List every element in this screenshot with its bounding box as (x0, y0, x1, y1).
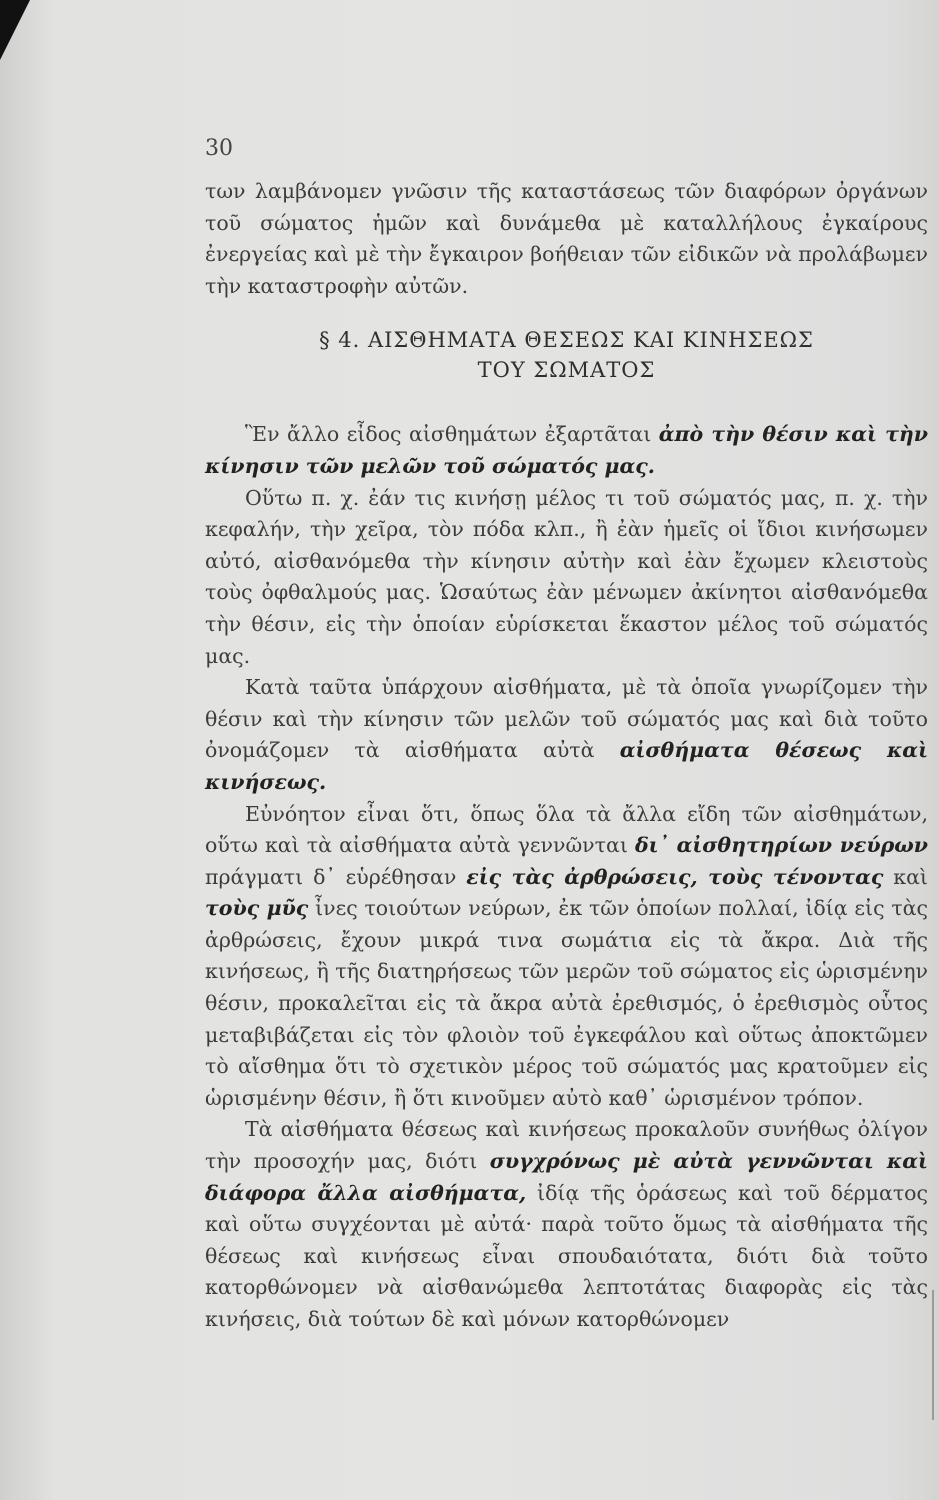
page-number: 30 (205, 136, 233, 161)
paragraph-5-emphasis: συγχρόνως μὲ αὐτὰ γεννῶνται καὶ διάφορα ἄλλα αἰσθήματα, (205, 1149, 928, 1205)
section-heading (205, 325, 928, 385)
paragraph-5-text-1: Τὰ αἰσθήματα θέσεως καὶ κινήσεως προκαλοῦν συνήθως ὀλίγον τὴν προσοχήν μας, διότι (205, 1117, 928, 1174)
page-edge-line (932, 1290, 934, 1420)
paragraph-1-text: Ἓν ἄλλο εἶδος αἰσθημάτων ἐξαρτᾶται (245, 422, 659, 447)
paragraph-2: Οὕτω π. χ. ἐάν τις κινήσῃ μέλος τι τοῦ σώματός μας, π. χ. τὴν κεφαλήν, τὴν χεῖρα, τὸν πόδα κλπ., ἢ ἐὰν ἡμεῖς οἱ ἴδιοι κινήσωμεν αὐτό, αἰσθανόμεθα τὴν κίνησιν αὐτὴν καὶ ἐὰν ἔχωμεν κλειστοὺς τοὺς ὀφθαλμούς μας. Ὡσαύτως ἐὰν μένωμεν ἀκίνητοι αἰσθανόμεθα τὴν θέσιν, εἰς τὴν ὁποίαν εὑρίσκεται ἕκαστον μέλος τοῦ σώματός μας. (205, 485, 928, 668)
paragraph-1 (205, 419, 928, 482)
paragraph-3-emphasis: αἰσθήματα θέσεως καὶ κινήσεως. (205, 738, 928, 794)
paragraph-1-emphasis: ἀπὸ τὴν θέσιν καὶ τὴν κίνησιν τῶν μελῶν τοῦ σώματός μας. (205, 422, 928, 478)
intro-paragraph: των λαμβάνομεν γνῶσιν τῆς καταστάσεως τῶν διαφόρων ὀργάνων τοῦ σώματος ἡμῶν καὶ δυνάμεθα μὲ καταλλήλους ἐγκαίρους ἐνεργείας καὶ μὲ τὴν ἔγκαιρον βοήθειαν τῶν εἰδικῶν νὰ προλάβωμεν τὴν καταστροφὴν αὐτῶν. (205, 179, 928, 298)
paragraph-4-text-4: ἶνες τοιούτων νεύρων, ἐκ τῶν ὁποίων πολλαί, ἰδίᾳ εἰς τὰς ἀρθρώσεις, ἔχουν μικρά τινα σωμάτια εἰς τὰ ἄκρα. Διὰ τῆς κινήσεως, ἢ τῆς διατηρήσεως τῶν μερῶν τοῦ σώματος εἰς ὡρισμένην θέσιν, προκαλεῖται εἰς τὰ ἄκρα αὐτὰ ἐρεθισμός, ὁ ἐρεθισμὸς οὗτος μεταβιβάζεται εἰς τὸν φλοιὸν τοῦ ἐγκεφάλου καὶ οὕτως ἀποκτῶμεν τὸ αἴσθημα ὅτι τὸ σχετικὸν μέρος τοῦ σώματός μας κρατοῦμεν εἰς ὡρισμένην θέσιν, ἢ ὅτι κινοῦμεν αὐτὸ καθ᾽ ὡρισμένον τρόπον. (205, 896, 928, 1110)
paragraph-4-emphasis-1: δι᾽ αἰσθητηρίων νεύρων (635, 833, 928, 858)
paragraph-5-text-2: ἰδίᾳ τῆς ὁράσεως καὶ τοῦ δέρματος καὶ οὕτω συγχέονται μὲ αὐτά· παρὰ τοῦτο ὅμως τὰ αἰσθήματα τῆς θέσεως καὶ κινήσεως εἶναι σπουδαιότατα, διότι διὰ τοῦτο κατορθώνομεν νὰ αἰσθανώμεθα λεπτοτάτας διαφορὰς εἰς τὰς κινήσεις, διὰ τούτων δὲ καὶ μόνων κατορθώνομεν (205, 1180, 928, 1331)
paragraph-4-text-3: καὶ (883, 864, 928, 889)
paragraph-3-text: Κατὰ ταῦτα ὑπάρχουν αἰσθήματα, μὲ τὰ ὁποῖα γνωρίζομεν τὴν θέσιν καὶ τὴν κίνησιν τῶν μελῶν τοῦ σώματός μας καὶ διὰ τοῦτο ὀνομάζομεν τὰ αἰσθήματα αὐτὰ (205, 675, 928, 763)
paragraph-4-text-1: Εὐνόητον εἶναι ὅτι, ὅπως ὅλα τὰ ἄλλα εἴδη τῶν αἰσθημάτων, οὕτω καὶ τὰ αἰσθήματα αὐτὰ γεννῶνται (205, 801, 928, 858)
paragraph-4 (205, 799, 928, 1115)
paragraph-3 (205, 672, 928, 798)
page-body (205, 176, 928, 1336)
page-corner-shadow (0, 0, 30, 60)
section-heading-line-1: § 4. ΑΙΣΘΗΜΑΤΑ ΘΕΣΕΩΣ ΚΑΙ ΚΙΝΗΣΕΩΣ (319, 328, 814, 353)
paragraph-4-emphasis-2: εἰς τὰς ἀρθρώσεις, τοὺς τένοντας (466, 864, 884, 889)
paragraph-4-emphasis-3: τοὺς μῦς (205, 896, 309, 921)
paragraph-4-text-2: πράγματι δ᾽ εὑρέθησαν (205, 864, 467, 889)
paragraph-5 (205, 1114, 928, 1335)
section-heading-line-2: ΤΟΥ ΣΩΜΑΤΟΣ (477, 358, 656, 383)
